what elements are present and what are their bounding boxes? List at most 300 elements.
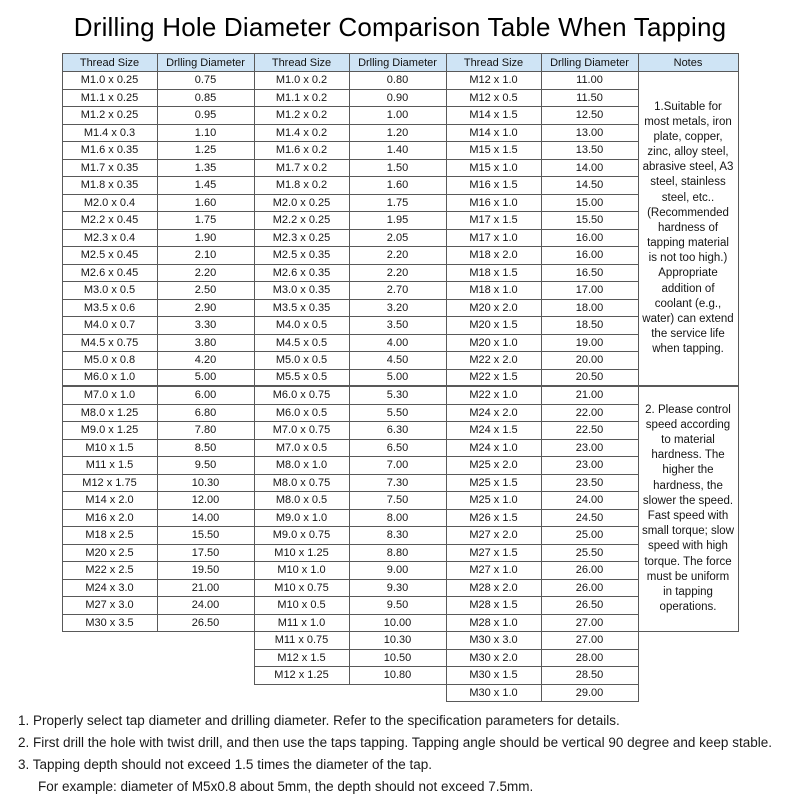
table-row bbox=[63, 72, 255, 90]
table-row bbox=[255, 597, 447, 615]
drill-diameter-cell: 14.00 bbox=[542, 160, 639, 178]
thread-size-header: Thread Size bbox=[255, 54, 350, 72]
thread-size-cell: M16 x 1.0 bbox=[447, 195, 542, 213]
thread-size-cell: M30 x 2.0 bbox=[447, 650, 542, 668]
thread-size-cell: M2.0 x 0.25 bbox=[255, 195, 350, 213]
drill-diameter-cell: 8.50 bbox=[158, 440, 255, 458]
drill-diameter-cell: 6.00 bbox=[158, 387, 255, 405]
table-row bbox=[447, 125, 639, 143]
drill-diameter-cell: 6.50 bbox=[350, 440, 447, 458]
thread-size-cell: M1.2 x 0.25 bbox=[63, 107, 158, 125]
thread-size-cell: M20 x 2.5 bbox=[63, 545, 158, 563]
thread-size-cell: M10 x 1.25 bbox=[255, 545, 350, 563]
thread-size-cell: M2.2 x 0.25 bbox=[255, 212, 350, 230]
table-body-2 bbox=[255, 72, 447, 685]
drill-diameter-cell: 10.50 bbox=[350, 650, 447, 668]
drill-diameter-cell: 4.00 bbox=[350, 335, 447, 353]
table-row bbox=[447, 667, 639, 685]
comparison-table bbox=[0, 53, 800, 702]
thread-table-1 bbox=[62, 53, 255, 632]
thread-size-cell: M5.0 x 0.8 bbox=[63, 352, 158, 370]
drill-diameter-cell: 26.50 bbox=[158, 615, 255, 633]
drilling-diameter-header: Drlling Diameter bbox=[158, 54, 255, 72]
drill-diameter-cell: 20.00 bbox=[542, 352, 639, 370]
thread-size-cell: M7.0 x 1.0 bbox=[63, 387, 158, 405]
thread-size-cell: M9.0 x 0.75 bbox=[255, 527, 350, 545]
drill-diameter-cell: 23.00 bbox=[542, 457, 639, 475]
thread-size-cell: M2.5 x 0.35 bbox=[255, 247, 350, 265]
thread-size-cell: M1.6 x 0.35 bbox=[63, 142, 158, 160]
drill-diameter-cell: 2.50 bbox=[158, 282, 255, 300]
drill-diameter-cell: 21.00 bbox=[158, 580, 255, 598]
table-row bbox=[447, 492, 639, 510]
drill-diameter-cell: 9.50 bbox=[350, 597, 447, 615]
table-row bbox=[63, 265, 255, 283]
drill-diameter-cell: 18.50 bbox=[542, 317, 639, 335]
drill-diameter-cell: 2.10 bbox=[158, 247, 255, 265]
table-row bbox=[63, 142, 255, 160]
notes-column bbox=[638, 53, 739, 632]
table-row bbox=[447, 422, 639, 440]
drill-diameter-cell: 14.50 bbox=[542, 177, 639, 195]
table-row bbox=[255, 405, 447, 423]
drill-diameter-cell: 1.25 bbox=[158, 142, 255, 160]
thread-size-cell: M14 x 1.5 bbox=[447, 107, 542, 125]
thread-size-cell: M2.6 x 0.45 bbox=[63, 265, 158, 283]
table-row bbox=[63, 370, 255, 388]
table-header-row bbox=[63, 54, 255, 72]
drill-diameter-cell: 24.00 bbox=[542, 492, 639, 510]
drill-diameter-cell: 1.35 bbox=[158, 160, 255, 178]
thread-size-cell: M11 x 1.5 bbox=[63, 457, 158, 475]
drill-diameter-cell: 12.50 bbox=[542, 107, 639, 125]
drill-diameter-cell: 15.00 bbox=[542, 195, 639, 213]
table-body-1 bbox=[63, 72, 255, 632]
table-row bbox=[447, 387, 639, 405]
drill-diameter-cell: 1.10 bbox=[158, 125, 255, 143]
drill-diameter-cell: 27.00 bbox=[542, 632, 639, 650]
table-row bbox=[63, 90, 255, 108]
table-row bbox=[447, 142, 639, 160]
table-row bbox=[63, 527, 255, 545]
drill-diameter-cell: 23.50 bbox=[542, 475, 639, 493]
thread-size-cell: M20 x 2.0 bbox=[447, 300, 542, 318]
thread-size-cell: M30 x 1.5 bbox=[447, 667, 542, 685]
table-row bbox=[63, 335, 255, 353]
drill-diameter-cell: 2.20 bbox=[158, 265, 255, 283]
drill-diameter-cell: 16.50 bbox=[542, 265, 639, 283]
table-row bbox=[255, 370, 447, 388]
drill-diameter-cell: 24.50 bbox=[542, 510, 639, 528]
drill-diameter-cell: 1.20 bbox=[350, 125, 447, 143]
table-row bbox=[255, 510, 447, 528]
drill-diameter-cell: 2.20 bbox=[350, 247, 447, 265]
thread-size-cell: M20 x 1.0 bbox=[447, 335, 542, 353]
thread-size-cell: M24 x 1.0 bbox=[447, 440, 542, 458]
drill-diameter-cell: 8.80 bbox=[350, 545, 447, 563]
drill-diameter-cell: 5.00 bbox=[350, 370, 447, 388]
drill-diameter-cell: 1.75 bbox=[350, 195, 447, 213]
table-row bbox=[63, 160, 255, 178]
table-row bbox=[63, 545, 255, 563]
drill-diameter-cell: 3.50 bbox=[350, 317, 447, 335]
thread-size-cell: M1.4 x 0.3 bbox=[63, 125, 158, 143]
thread-size-cell: M1.7 x 0.35 bbox=[63, 160, 158, 178]
drill-diameter-cell: 11.00 bbox=[542, 72, 639, 90]
drill-diameter-cell: 6.80 bbox=[158, 405, 255, 423]
table-row bbox=[255, 230, 447, 248]
thread-size-cell: M2.5 x 0.45 bbox=[63, 247, 158, 265]
table-row bbox=[447, 300, 639, 318]
drill-diameter-cell: 17.50 bbox=[158, 545, 255, 563]
drill-diameter-cell: 10.80 bbox=[350, 667, 447, 685]
drill-diameter-cell: 19.00 bbox=[542, 335, 639, 353]
thread-size-cell: M6.0 x 1.0 bbox=[63, 370, 158, 388]
drill-diameter-cell: 3.30 bbox=[158, 317, 255, 335]
drill-diameter-cell: 1.60 bbox=[158, 195, 255, 213]
thread-size-cell: M1.2 x 0.2 bbox=[255, 107, 350, 125]
drill-diameter-cell: 1.95 bbox=[350, 212, 447, 230]
table-row bbox=[63, 352, 255, 370]
table-row bbox=[255, 615, 447, 633]
drill-diameter-cell: 7.80 bbox=[158, 422, 255, 440]
table-row bbox=[255, 667, 447, 685]
thread-size-cell: M24 x 2.0 bbox=[447, 405, 542, 423]
table-row bbox=[447, 650, 639, 668]
table-row bbox=[255, 335, 447, 353]
table-row bbox=[63, 387, 255, 405]
notes-cell-speed: 2. Please control speed according to material hardness. The higher the hardness, the slower the speed. Fast speed with small torque; slow speed with high torque. The force must be uniform in tapping operations. bbox=[639, 387, 739, 632]
thread-size-cell: M28 x 1.0 bbox=[447, 615, 542, 633]
thread-table-3 bbox=[446, 53, 639, 702]
thread-size-cell: M17 x 1.0 bbox=[447, 230, 542, 248]
thread-size-header: Thread Size bbox=[447, 54, 542, 72]
table-row bbox=[447, 510, 639, 528]
thread-size-cell: M5.5 x 0.5 bbox=[255, 370, 350, 388]
table-row bbox=[447, 247, 639, 265]
thread-size-cell: M10 x 0.75 bbox=[255, 580, 350, 598]
table-row bbox=[255, 300, 447, 318]
thread-size-cell: M1.6 x 0.2 bbox=[255, 142, 350, 160]
drill-diameter-cell: 28.00 bbox=[542, 650, 639, 668]
table-row bbox=[255, 212, 447, 230]
table-row bbox=[63, 125, 255, 143]
thread-size-cell: M11 x 0.75 bbox=[255, 632, 350, 650]
table-row bbox=[447, 265, 639, 283]
drill-diameter-cell: 4.50 bbox=[350, 352, 447, 370]
drill-diameter-cell: 7.30 bbox=[350, 475, 447, 493]
drill-diameter-cell: 1.45 bbox=[158, 177, 255, 195]
thread-size-cell: M1.1 x 0.25 bbox=[63, 90, 158, 108]
drill-diameter-cell: 4.20 bbox=[158, 352, 255, 370]
table-row bbox=[63, 580, 255, 598]
notes-cell-material: 1.Suitable for most metals, iron plate, copper, zinc, alloy steel, abrasive steel, A3 steel, stainless steel, etc..(Recommended hardness of tapping material is not too high.) Appropriate addition of coolant (e.g., water) can extend the service life when tapping. bbox=[639, 72, 739, 387]
table-row bbox=[447, 230, 639, 248]
drill-diameter-cell: 1.50 bbox=[350, 160, 447, 178]
table-row bbox=[63, 107, 255, 125]
drill-diameter-cell: 3.20 bbox=[350, 300, 447, 318]
table-row bbox=[63, 405, 255, 423]
table-row bbox=[255, 632, 447, 650]
table-row bbox=[255, 492, 447, 510]
thread-size-cell: M7.0 x 0.5 bbox=[255, 440, 350, 458]
table-header-row bbox=[447, 54, 639, 72]
footnotes bbox=[18, 710, 800, 798]
table-row bbox=[255, 580, 447, 598]
thread-size-cell: M8.0 x 0.5 bbox=[255, 492, 350, 510]
table-row bbox=[255, 422, 447, 440]
drill-diameter-cell: 10.00 bbox=[350, 615, 447, 633]
drill-diameter-cell: 29.00 bbox=[542, 685, 639, 703]
table-row bbox=[255, 90, 447, 108]
table-row bbox=[63, 440, 255, 458]
drill-diameter-cell: 22.00 bbox=[542, 405, 639, 423]
drill-diameter-cell: 16.00 bbox=[542, 230, 639, 248]
table-row bbox=[447, 580, 639, 598]
table-row bbox=[63, 510, 255, 528]
drilling-diameter-header: Drlling Diameter bbox=[350, 54, 447, 72]
drill-diameter-cell: 15.50 bbox=[542, 212, 639, 230]
table-row bbox=[63, 475, 255, 493]
drill-diameter-cell: 9.00 bbox=[350, 562, 447, 580]
thread-size-cell: M22 x 1.5 bbox=[447, 370, 542, 388]
table-row bbox=[447, 177, 639, 195]
table-row bbox=[63, 562, 255, 580]
thread-size-cell: M22 x 2.5 bbox=[63, 562, 158, 580]
drill-diameter-cell: 26.50 bbox=[542, 597, 639, 615]
thread-size-cell: M18 x 2.5 bbox=[63, 527, 158, 545]
thread-size-cell: M1.0 x 0.25 bbox=[63, 72, 158, 90]
table-row bbox=[447, 457, 639, 475]
thread-size-cell: M2.3 x 0.25 bbox=[255, 230, 350, 248]
drill-diameter-cell: 23.00 bbox=[542, 440, 639, 458]
thread-size-cell: M1.4 x 0.2 bbox=[255, 125, 350, 143]
thread-size-cell: M7.0 x 0.75 bbox=[255, 422, 350, 440]
drill-diameter-cell: 0.85 bbox=[158, 90, 255, 108]
thread-size-cell: M15 x 1.0 bbox=[447, 160, 542, 178]
drill-diameter-cell: 22.50 bbox=[542, 422, 639, 440]
thread-size-cell: M10 x 1.5 bbox=[63, 440, 158, 458]
drill-diameter-cell: 21.00 bbox=[542, 387, 639, 405]
thread-size-cell: M8.0 x 1.25 bbox=[63, 405, 158, 423]
drill-diameter-cell: 10.30 bbox=[350, 632, 447, 650]
thread-size-cell: M2.2 x 0.45 bbox=[63, 212, 158, 230]
table-row bbox=[255, 265, 447, 283]
thread-size-cell: M27 x 3.0 bbox=[63, 597, 158, 615]
table-row bbox=[63, 615, 255, 633]
table-row bbox=[63, 457, 255, 475]
table-row bbox=[447, 282, 639, 300]
table-row bbox=[255, 650, 447, 668]
table-row bbox=[447, 475, 639, 493]
table-row bbox=[447, 440, 639, 458]
drill-diameter-cell: 6.30 bbox=[350, 422, 447, 440]
drill-diameter-cell: 3.80 bbox=[158, 335, 255, 353]
thread-size-cell: M10 x 0.5 bbox=[255, 597, 350, 615]
table-row bbox=[255, 352, 447, 370]
thread-table-2 bbox=[254, 53, 447, 685]
table-row bbox=[63, 422, 255, 440]
thread-size-cell: M27 x 2.0 bbox=[447, 527, 542, 545]
table-row bbox=[255, 247, 447, 265]
thread-size-cell: M1.1 x 0.2 bbox=[255, 90, 350, 108]
table-row bbox=[447, 562, 639, 580]
drill-diameter-cell: 0.95 bbox=[158, 107, 255, 125]
table-row bbox=[63, 492, 255, 510]
table-row bbox=[447, 107, 639, 125]
thread-size-cell: M22 x 1.0 bbox=[447, 387, 542, 405]
thread-size-cell: M12 x 1.0 bbox=[447, 72, 542, 90]
thread-size-cell: M25 x 1.5 bbox=[447, 475, 542, 493]
drill-diameter-cell: 1.60 bbox=[350, 177, 447, 195]
table-row bbox=[447, 195, 639, 213]
drill-diameter-cell: 20.50 bbox=[542, 370, 639, 388]
drill-diameter-cell: 9.50 bbox=[158, 457, 255, 475]
drill-diameter-cell: 0.80 bbox=[350, 72, 447, 90]
drill-diameter-cell: 13.00 bbox=[542, 125, 639, 143]
drill-diameter-cell: 13.50 bbox=[542, 142, 639, 160]
thread-size-cell: M27 x 1.0 bbox=[447, 562, 542, 580]
table-row bbox=[255, 282, 447, 300]
thread-size-cell: M1.8 x 0.35 bbox=[63, 177, 158, 195]
thread-size-cell: M2.3 x 0.4 bbox=[63, 230, 158, 248]
table-row bbox=[255, 440, 447, 458]
table-row bbox=[255, 475, 447, 493]
drill-diameter-cell: 8.00 bbox=[350, 510, 447, 528]
drill-diameter-cell: 10.30 bbox=[158, 475, 255, 493]
table-row bbox=[447, 632, 639, 650]
drill-diameter-cell: 7.50 bbox=[350, 492, 447, 510]
drill-diameter-cell: 27.00 bbox=[542, 615, 639, 633]
thread-size-cell: M14 x 2.0 bbox=[63, 492, 158, 510]
table-row bbox=[255, 125, 447, 143]
table-row bbox=[447, 317, 639, 335]
thread-size-cell: M12 x 1.75 bbox=[63, 475, 158, 493]
thread-size-cell: M30 x 3.5 bbox=[63, 615, 158, 633]
thread-size-cell: M9.0 x 1.0 bbox=[255, 510, 350, 528]
drill-diameter-cell: 11.50 bbox=[542, 90, 639, 108]
table-row bbox=[255, 177, 447, 195]
drill-diameter-cell: 1.00 bbox=[350, 107, 447, 125]
thread-size-cell: M4.5 x 0.5 bbox=[255, 335, 350, 353]
thread-size-cell: M11 x 1.0 bbox=[255, 615, 350, 633]
thread-size-cell: M10 x 1.0 bbox=[255, 562, 350, 580]
drill-diameter-cell: 2.05 bbox=[350, 230, 447, 248]
thread-size-cell: M24 x 1.5 bbox=[447, 422, 542, 440]
thread-size-cell: M26 x 1.5 bbox=[447, 510, 542, 528]
thread-size-cell: M4.0 x 0.5 bbox=[255, 317, 350, 335]
thread-size-cell: M25 x 2.0 bbox=[447, 457, 542, 475]
table-row bbox=[255, 317, 447, 335]
table-row bbox=[447, 370, 639, 388]
drill-diameter-cell: 2.70 bbox=[350, 282, 447, 300]
drill-diameter-cell: 14.00 bbox=[158, 510, 255, 528]
drill-diameter-cell: 2.20 bbox=[350, 265, 447, 283]
table-row bbox=[255, 142, 447, 160]
drill-diameter-cell: 0.90 bbox=[350, 90, 447, 108]
drill-diameter-cell: 8.30 bbox=[350, 527, 447, 545]
thread-size-cell: M28 x 2.0 bbox=[447, 580, 542, 598]
table-row bbox=[63, 282, 255, 300]
table-row bbox=[255, 527, 447, 545]
thread-size-cell: M1.7 x 0.2 bbox=[255, 160, 350, 178]
drill-diameter-cell: 17.00 bbox=[542, 282, 639, 300]
thread-size-cell: M30 x 3.0 bbox=[447, 632, 542, 650]
thread-size-cell: M3.5 x 0.6 bbox=[63, 300, 158, 318]
drill-diameter-cell: 15.50 bbox=[158, 527, 255, 545]
table-header-row bbox=[255, 54, 447, 72]
thread-size-header: Thread Size bbox=[63, 54, 158, 72]
table-row bbox=[447, 90, 639, 108]
table-row bbox=[63, 177, 255, 195]
drill-diameter-cell: 19.50 bbox=[158, 562, 255, 580]
table-row bbox=[255, 545, 447, 563]
table-row bbox=[447, 160, 639, 178]
drill-diameter-cell: 2.90 bbox=[158, 300, 255, 318]
table-row bbox=[255, 160, 447, 178]
table-row bbox=[63, 212, 255, 230]
table-row bbox=[63, 195, 255, 213]
drill-diameter-cell: 16.00 bbox=[542, 247, 639, 265]
drill-diameter-cell: 1.90 bbox=[158, 230, 255, 248]
drill-diameter-cell: 5.30 bbox=[350, 387, 447, 405]
thread-size-cell: M24 x 3.0 bbox=[63, 580, 158, 598]
drill-diameter-cell: 1.40 bbox=[350, 142, 447, 160]
table-row bbox=[255, 387, 447, 405]
table-row bbox=[255, 562, 447, 580]
thread-size-cell: M12 x 1.5 bbox=[255, 650, 350, 668]
table-row bbox=[255, 457, 447, 475]
drill-diameter-cell: 7.00 bbox=[350, 457, 447, 475]
notes-header: Notes bbox=[639, 54, 739, 72]
thread-size-cell: M17 x 1.5 bbox=[447, 212, 542, 230]
thread-size-cell: M27 x 1.5 bbox=[447, 545, 542, 563]
thread-size-cell: M2.0 x 0.4 bbox=[63, 195, 158, 213]
footnote-2: 2. First drill the hole with twist drill, and then use the taps tapping. Tapping angle should be vertical 90 degree and keep stable. bbox=[18, 735, 772, 750]
thread-size-cell: M3.5 x 0.35 bbox=[255, 300, 350, 318]
thread-size-cell: M20 x 1.5 bbox=[447, 317, 542, 335]
thread-size-cell: M15 x 1.5 bbox=[447, 142, 542, 160]
footnote-example: For example: diameter of M5x0.8 about 5mm, the depth should not exceed 7.5mm. bbox=[38, 779, 534, 794]
thread-size-cell: M14 x 1.0 bbox=[447, 125, 542, 143]
table-body-3 bbox=[447, 72, 639, 702]
page-title: Drilling Hole Diameter Comparison Table When Tapping bbox=[73, 12, 727, 42]
drill-diameter-cell: 25.00 bbox=[542, 527, 639, 545]
table-row bbox=[447, 335, 639, 353]
thread-size-cell: M18 x 2.0 bbox=[447, 247, 542, 265]
thread-size-cell: M18 x 1.5 bbox=[447, 265, 542, 283]
thread-size-cell: M4.5 x 0.75 bbox=[63, 335, 158, 353]
table-row bbox=[63, 317, 255, 335]
thread-size-cell: M12 x 1.25 bbox=[255, 667, 350, 685]
table-header-row bbox=[639, 54, 739, 72]
thread-size-cell: M22 x 2.0 bbox=[447, 352, 542, 370]
table-row bbox=[447, 212, 639, 230]
thread-size-cell: M5.0 x 0.5 bbox=[255, 352, 350, 370]
table-row bbox=[447, 597, 639, 615]
table-row bbox=[63, 300, 255, 318]
thread-size-cell: M1.8 x 0.2 bbox=[255, 177, 350, 195]
table-row bbox=[447, 405, 639, 423]
thread-size-cell: M3.0 x 0.5 bbox=[63, 282, 158, 300]
thread-size-cell: M8.0 x 1.0 bbox=[255, 457, 350, 475]
thread-size-cell: M25 x 1.0 bbox=[447, 492, 542, 510]
drill-diameter-cell: 12.00 bbox=[158, 492, 255, 510]
table-row bbox=[63, 247, 255, 265]
drill-diameter-cell: 24.00 bbox=[158, 597, 255, 615]
table-row bbox=[255, 72, 447, 90]
footnote-3: 3. Tapping depth should not exceed 1.5 times the diameter of the tap. bbox=[18, 757, 433, 772]
